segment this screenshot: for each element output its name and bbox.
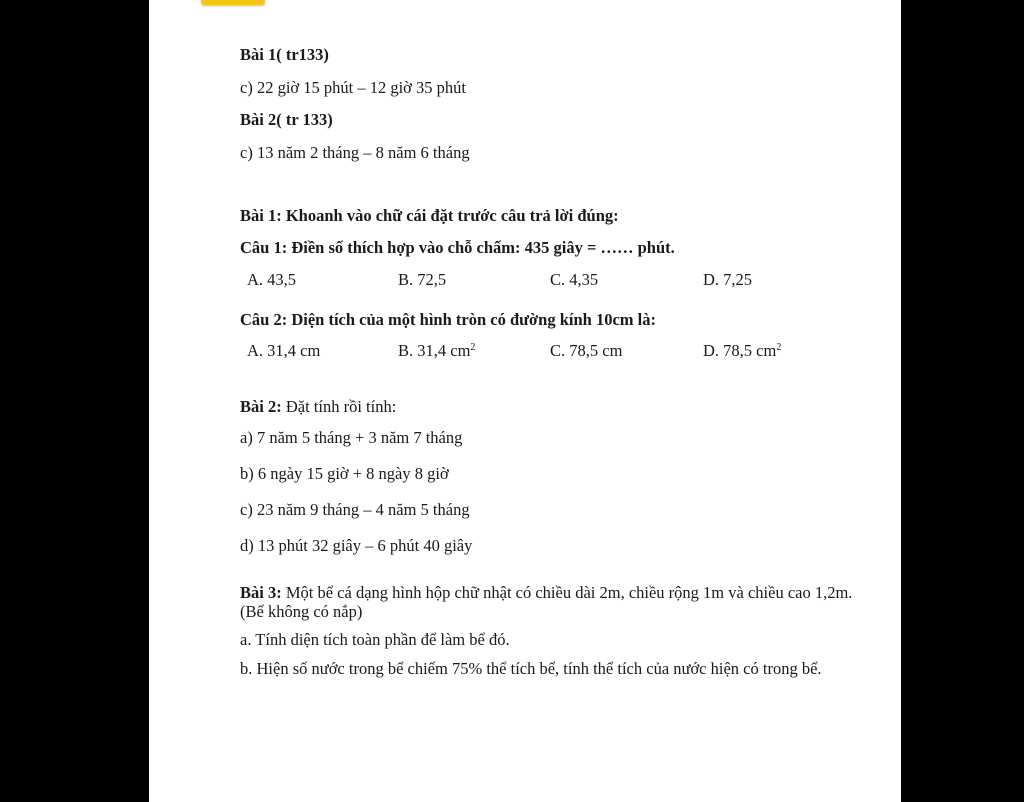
section-2-label: Bài 2:	[240, 397, 282, 416]
q1-option-d: D. 7,25	[703, 270, 753, 289]
section-3-text: Một bể cá dạng hình hộp chữ nhật có chiều dài 2m, chiều rộng 1m và chiều cao 1,2m. (Bể không có nắp)	[240, 583, 853, 621]
exercise-1-item-c: c) 22 giờ 15 phút – 12 giờ 35 phút	[240, 78, 466, 97]
tab-marker	[201, 0, 265, 5]
section-3-problem	[240, 584, 855, 621]
section-2-item-d: d) 13 phút 32 giây – 6 phút 40 giây	[240, 536, 473, 555]
q2-option-a-label: A. 31,4 cm	[247, 341, 321, 360]
q1-option-a: A. 43,5	[247, 270, 297, 289]
exercise-2-item-c: c) 13 năm 2 tháng – 8 năm 6 tháng	[240, 143, 470, 162]
q2-option-d	[703, 341, 781, 361]
question-2-text: Câu 2: Diện tích của một hình tròn có đường kính 10cm là:	[240, 310, 656, 329]
question-1-text: Câu 1: Điền số thích hợp vào chỗ chấm: 435 giây = …… phút.	[240, 238, 675, 257]
exercise-2-header: Bài 2( tr 133)	[240, 110, 333, 129]
section-3-part-b: b. Hiện số nước trong bể chiếm 75% thể tích bể, tính thể tích của nước hiện có trong bể.	[240, 659, 822, 678]
section-2-item-b: b) 6 ngày 15 giờ + 8 ngày 8 giờ	[240, 464, 449, 483]
q2-option-d-label: D. 78,5 cm	[703, 341, 777, 360]
q2-option-b-label: B. 31,4 cm	[398, 341, 471, 360]
q1-option-c: C. 4,35	[550, 270, 599, 289]
q2-option-b	[398, 341, 475, 361]
section-3-label: Bài 3:	[240, 583, 282, 602]
q2-option-b-exponent: 2	[470, 342, 476, 353]
q2-option-d-exponent: 2	[776, 342, 782, 353]
q2-option-c	[550, 341, 622, 361]
q2-option-a	[247, 341, 320, 361]
exercise-1-header: Bài 1( tr133)	[240, 45, 329, 64]
section-2-instruction: Đặt tính rồi tính:	[281, 397, 397, 416]
section-3-part-a: a. Tính diện tích toàn phần để làm bể đó.	[240, 630, 510, 649]
section-2-item-c: c) 23 năm 9 tháng – 4 năm 5 tháng	[240, 500, 470, 519]
q2-option-c-label: C. 78,5 cm	[550, 341, 623, 360]
section-2-title	[240, 397, 396, 417]
section-2-item-a: a) 7 năm 5 tháng + 3 năm 7 tháng	[240, 428, 463, 447]
section-1-title: Bài 1: Khoanh vào chữ cái đặt trước câu trả lời đúng:	[240, 206, 619, 225]
q1-option-b: B. 72,5	[398, 270, 447, 289]
